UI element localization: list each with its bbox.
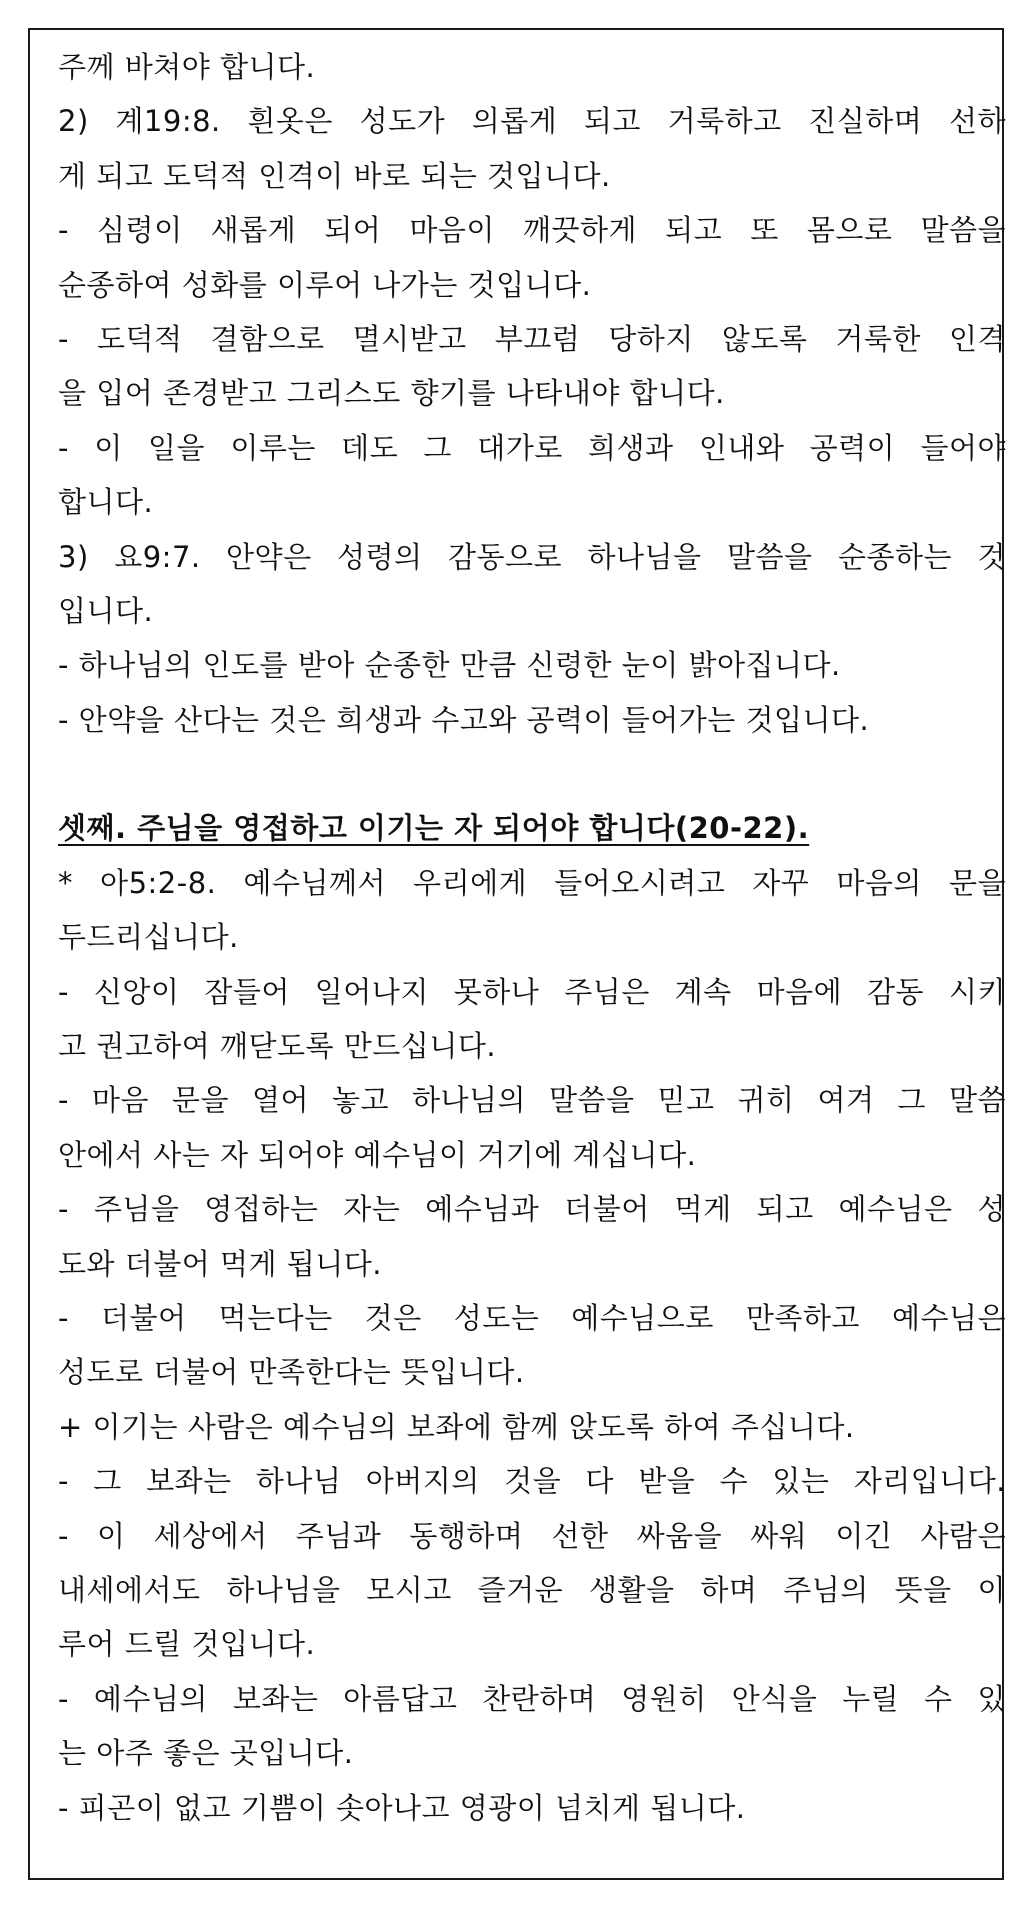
text-line: 고 권고하여 깨닫도록 만드십니다. [58,1029,497,1064]
text-line: - 안약을 산다는 것은 희생과 수고와 공력이 들어가는 것입니다. [58,702,870,737]
text-line: - 이 세상에서 주님과 동행하며 선한 싸움을 싸워 이긴 사람은 [58,1518,1006,1553]
text-line: - 그 보좌는 하나님 아버지의 것을 다 받을 수 있는 자리입니다. [58,1464,1006,1499]
text-line: 주께 바쳐야 합니다. [58,50,316,84]
text-line: - 신앙이 잠들어 일어나지 못하나 주님은 계속 마음에 감동 시키 [58,974,1006,1009]
text-line: - 심령이 새롭게 되어 마음이 깨끗하게 되고 또 몸으로 말씀을 [58,213,1006,248]
text-line: - 피곤이 없고 기쁨이 솟아나고 영광이 넘치게 됩니다. [58,1790,746,1825]
text-line: - 마음 문을 열어 놓고 하나님의 말씀을 믿고 귀히 여겨 그 말씀 [58,1083,1006,1118]
text-line: 루어 드릴 것입니다. [58,1627,316,1662]
section-heading-text: 셋째. 주님을 영접하고 이기는 자 되어야 합니다(20-22). [58,811,810,846]
text-line: 내세에서도 하나님을 모시고 즐거운 생활을 하며 주님의 뜻을 이 [58,1572,1006,1607]
text-line: 순종하여 성화를 이루어 나가는 것입니다. [58,267,592,302]
text-line: - 주님을 영접하는 자는 예수님과 더불어 먹게 되고 예수님은 성 [58,1192,1006,1227]
document-frame [28,28,1004,1880]
text-line: 합니다. [58,485,154,520]
text-line: 도와 더불어 먹게 됩니다. [58,1246,383,1281]
text-line: - 이 일을 이루는 데도 그 대가로 희생과 인내와 공력이 들어야 [58,430,1006,465]
section-heading [58,801,1006,855]
text-line: 안에서 사는 자 되어야 예수님이 거기에 계십니다. [58,1137,697,1172]
text-line: * 아5:2-8. 예수님께서 우리에게 들어오시려고 자꾸 마음의 문을 [58,865,1006,900]
document-body [58,40,1006,1835]
text-line: + 이기는 사람은 예수님의 보좌에 함께 앉도록 하여 주십니다. [58,1409,855,1444]
blank-line [58,747,1006,801]
text-line: 게 되고 도덕적 인격이 바로 되는 것입니다. [58,158,611,193]
text-line: 2) 계19:8. 흰옷은 성도가 의롭게 되고 거룩하고 진실하며 선하 [58,104,1006,139]
text-line: - 더불어 먹는다는 것은 성도는 예수님으로 만족하고 예수님은 [58,1300,1006,1335]
text-line: 두드리십니다. [58,920,239,955]
text-line: - 하나님의 인도를 받아 순종한 만큼 신령한 눈이 밝아집니다. [58,648,841,683]
text-line: - 도덕적 결함으로 멸시받고 부끄럼 당하지 않도록 거룩한 인격 [58,321,1006,356]
text-line: - 예수님의 보좌는 아름답고 찬란하며 영원히 안식을 누릴 수 있 [58,1681,1006,1716]
text-line: 을 입어 존경받고 그리스도 향기를 나타내야 합니다. [58,376,725,411]
text-line: 입니다. [58,593,154,628]
text-line: 3) 요9:7. 안약은 성령의 감동으로 하나님을 말씀을 순종하는 것 [58,539,1006,574]
text-line: 성도로 더불어 만족한다는 뜻입니다. [58,1355,525,1390]
text-line: 는 아주 좋은 곳입니다. [58,1736,354,1771]
